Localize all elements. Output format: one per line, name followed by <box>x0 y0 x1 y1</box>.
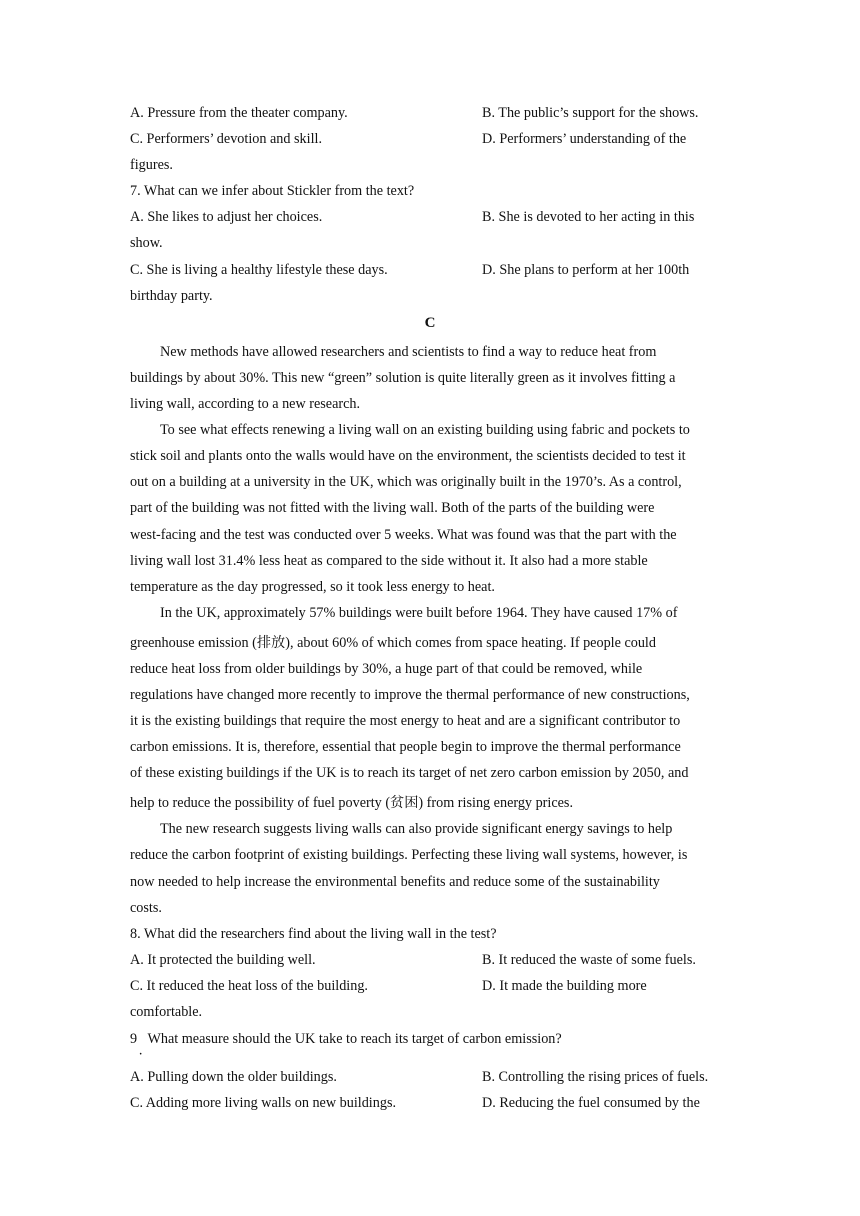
q7-option-c: C. She is living a healthy lifestyle these days. <box>130 262 388 278</box>
passage-line: stick soil and plants onto the walls would have on the environment, the scientists decided to test it <box>130 448 686 464</box>
passage-line: temperature as the day progressed, so it took less energy to heat. <box>130 579 495 595</box>
q6-option-c: C. Performers’ devotion and skill. <box>130 131 323 147</box>
q8-option-d: D. It made the building more <box>482 978 647 994</box>
q7-option-b: B. She is devoted to her acting in this <box>482 209 695 225</box>
q7-option-a: A. She likes to adjust her choices. <box>130 209 323 225</box>
q9-option-a: A. Pulling down the older buildings. <box>130 1069 337 1085</box>
q9-option-b: B. Controlling the rising prices of fuels. <box>482 1069 709 1085</box>
q7-option-d: D. She plans to perform at her 100th <box>482 262 690 278</box>
passage-line: In the UK, approximately 57% buildings were built before 1964. They have caused 17% of <box>160 605 678 621</box>
passage-line: New methods have allowed researchers and scientists to find a way to reduce heat from <box>160 344 657 360</box>
q8-option-a: A. It protected the building well. <box>130 952 316 968</box>
passage-line: now needed to help increase the environmental benefits and reduce some of the sustainability <box>130 874 660 890</box>
stray-dot-mark: · <box>139 1049 143 1060</box>
q7-option-b-continued: show. <box>130 235 163 251</box>
passage-line: west-facing and the test was conducted over 5 weeks. What was found was that the part with the <box>130 527 677 543</box>
q6-option-a: A. Pressure from the theater company. <box>130 105 348 121</box>
passage-line: living wall lost 31.4% less heat as compared to the side without it. It also had a more stable <box>130 553 648 569</box>
passage-line: The new research suggests living walls can also provide significant energy savings to help <box>160 821 673 837</box>
q7-option-d-continued: birthday party. <box>130 288 213 304</box>
passage-line: of these existing buildings if the UK is to reach its target of net zero carbon emission by 2050, and <box>130 765 689 781</box>
q7-question: 7. What can we infer about Stickler from the text? <box>130 183 415 199</box>
passage-line: carbon emissions. It is, therefore, essential that people begin to improve the thermal performance <box>130 739 681 755</box>
q9-option-c: C. Adding more living walls on new buildings. <box>130 1095 397 1111</box>
q8-option-c: C. It reduced the heat loss of the building. <box>130 978 368 994</box>
passage-line: it is the existing buildings that require the most energy to heat and are a significant contributor to <box>130 713 681 729</box>
passage-line: reduce heat loss from older buildings by 30%, a huge part of that could be removed, while <box>130 661 643 677</box>
passage-line: part of the building was not fitted with the living wall. Both of the parts of the building were <box>130 500 655 516</box>
q6-option-d-continued: figures. <box>130 157 173 173</box>
passage-line: regulations have changed more recently to improve the thermal performance of new constructions, <box>130 687 690 703</box>
passage-line: reduce the carbon footprint of existing buildings. Perfecting these living wall systems, however, is <box>130 847 688 863</box>
passage-line: help to reduce the possibility of fuel poverty (贫困) from rising energy prices. <box>130 795 573 811</box>
passage-line: greenhouse emission (排放), about 60% of which comes from space heating. If people could <box>130 635 656 651</box>
q8-option-d-continued: comfortable. <box>130 1004 203 1020</box>
passage-line: costs. <box>130 900 162 916</box>
q8-option-b: B. It reduced the waste of some fuels. <box>482 952 696 968</box>
passage-line: out on a building at a university in the UK, which was originally built in the 1970’s. As a control, <box>130 474 682 490</box>
q9-option-d: D. Reducing the fuel consumed by the <box>482 1095 700 1111</box>
section-title: C <box>424 315 436 331</box>
passage-line: To see what effects renewing a living wall on an existing building using fabric and pockets to <box>160 422 690 438</box>
q8-question: 8. What did the researchers find about the living wall in the test? <box>130 926 497 942</box>
q6-option-b: B. The public’s support for the shows. <box>482 105 699 121</box>
passage-line: buildings by about 30%. This new “green” solution is quite literally green as it involves fitting a <box>130 370 676 386</box>
passage-line: living wall, according to a new research. <box>130 396 361 412</box>
q6-option-d: D. Performers’ understanding of the <box>482 131 687 147</box>
q9-question: 9 What measure should the UK take to reach its target of carbon emission? <box>130 1031 562 1047</box>
